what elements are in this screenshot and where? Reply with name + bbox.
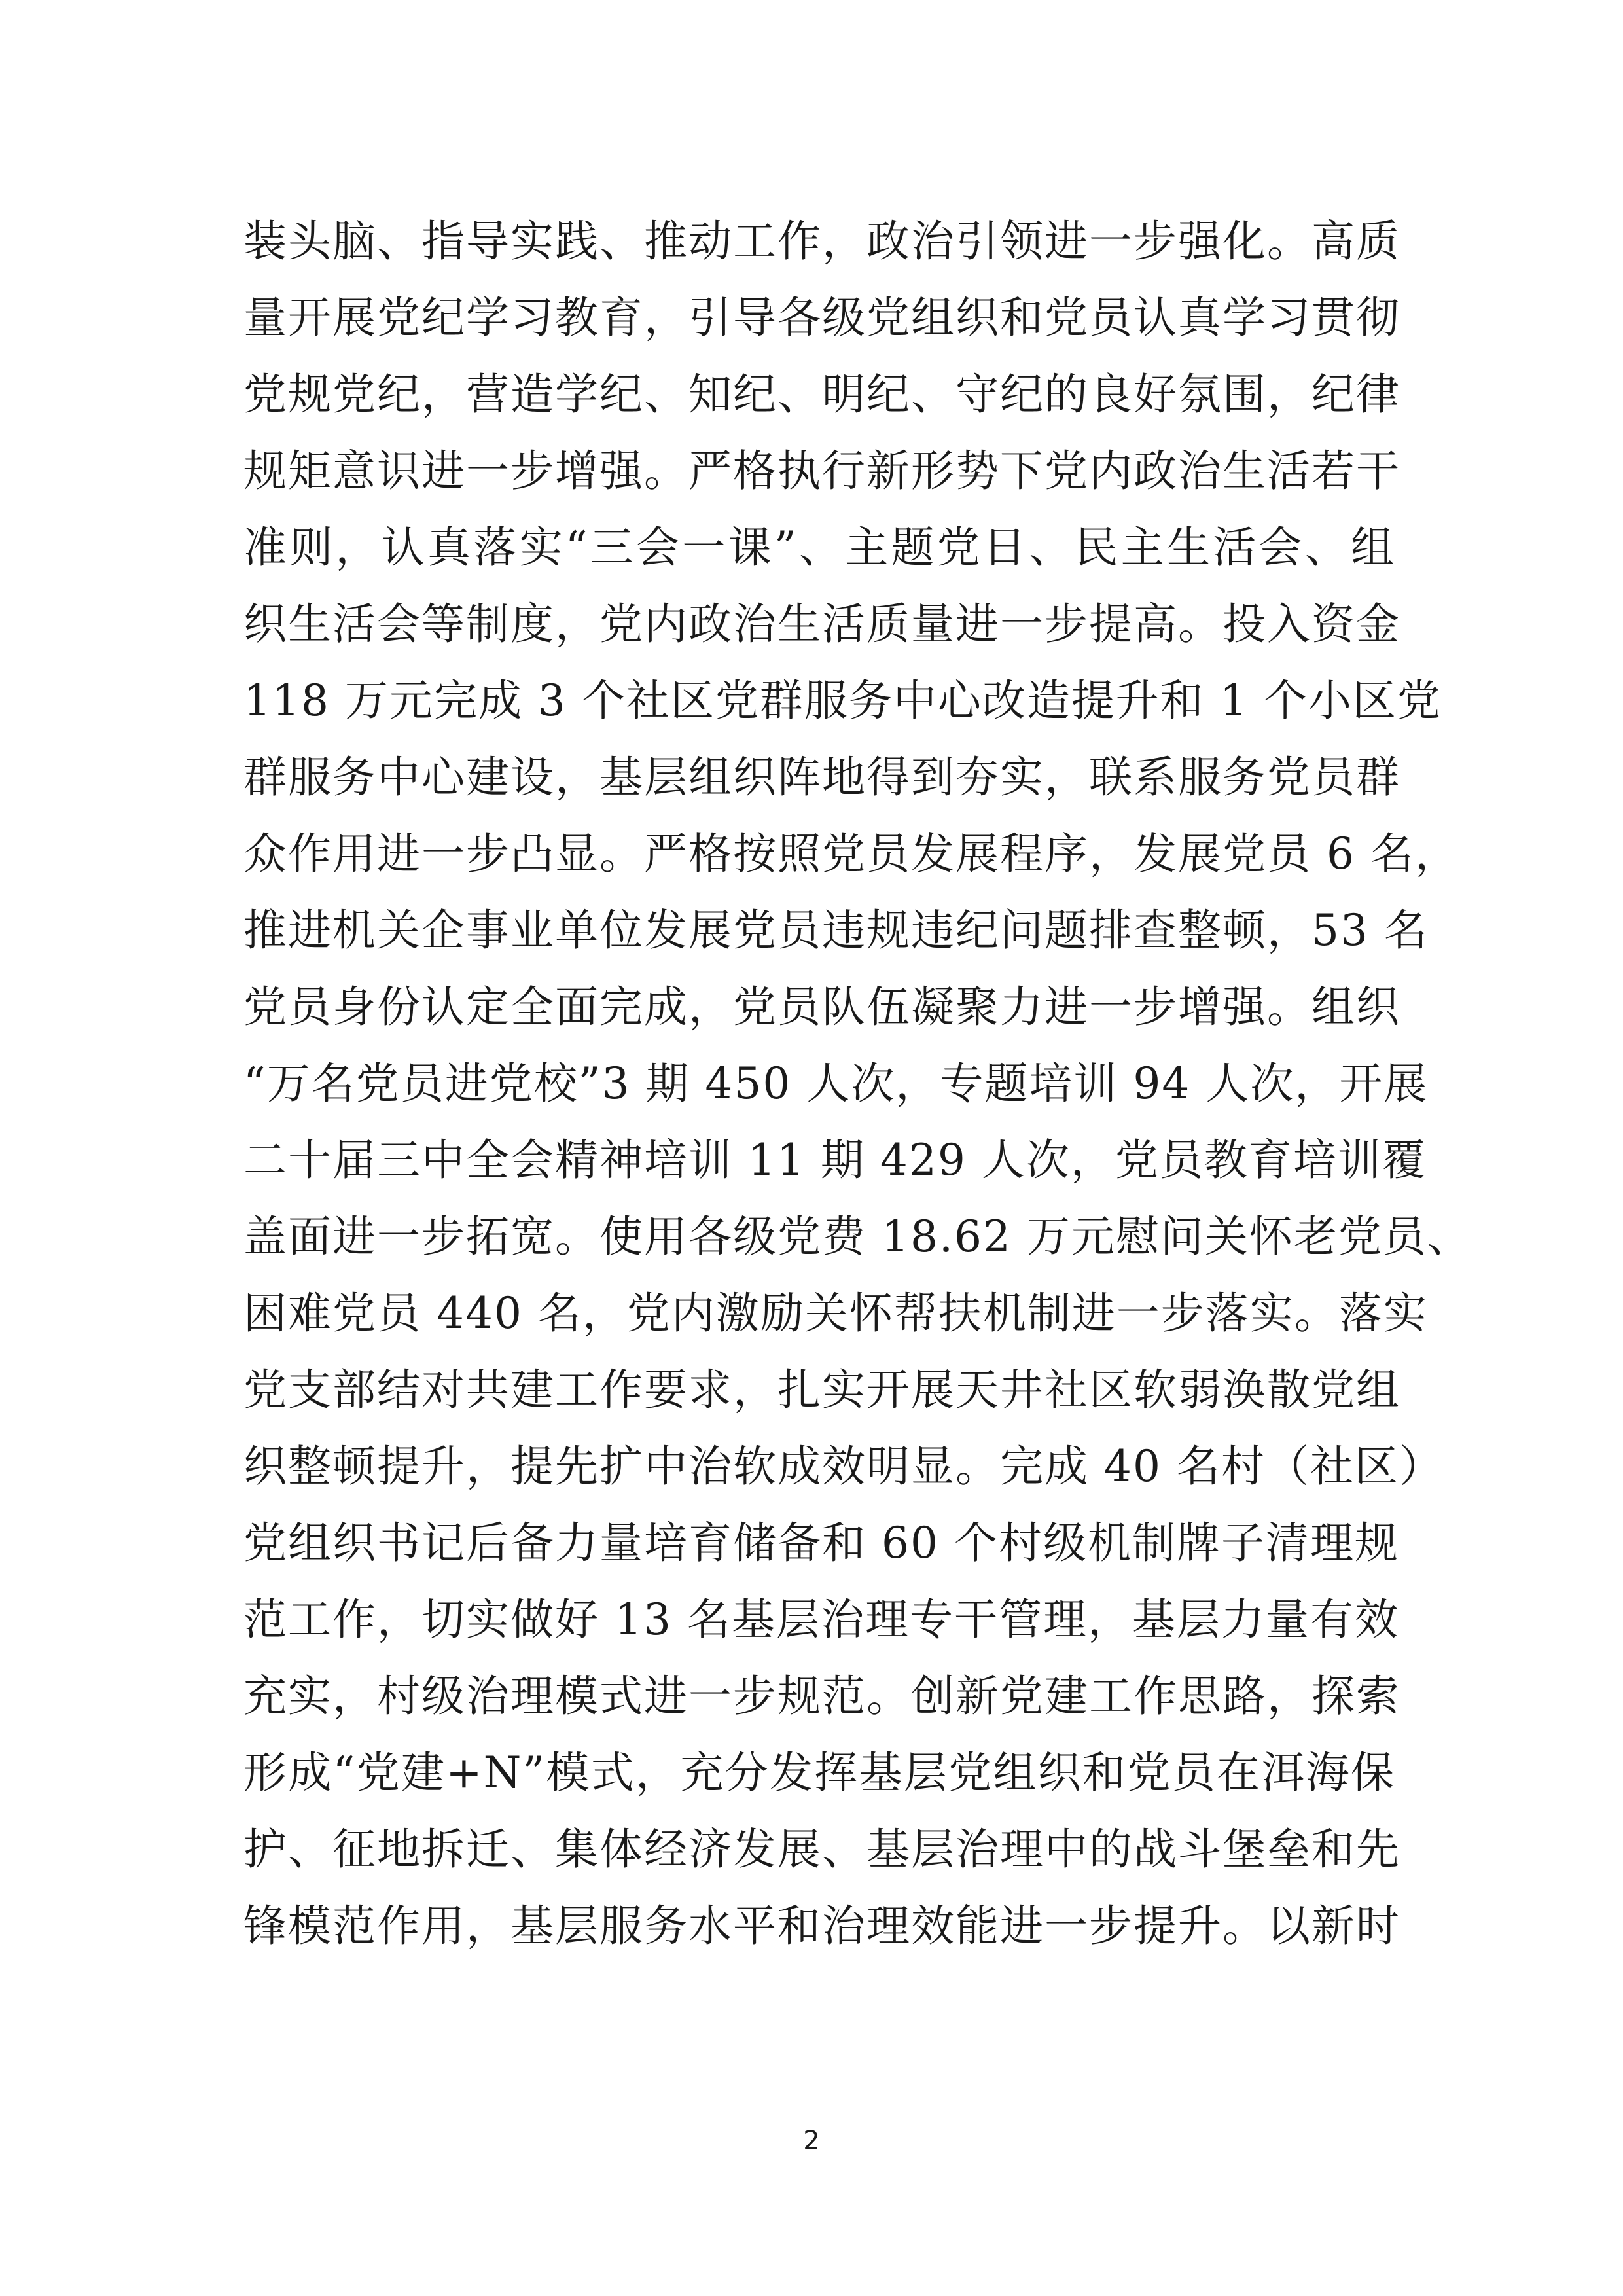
text-line: 充实，村级治理模式进一步规范。创新党建工作思路，探索 xyxy=(243,1671,1400,1721)
text-line: 推进机关企事业单位发展党员违规违纪问题排查整顿，53 名 xyxy=(243,905,1429,956)
text-line: 锋模范作用，基层服务水平和治理效能进一步提升。以新时 xyxy=(243,1901,1400,1951)
text-line: 党支部结对共建工作要求，扎实开展天井社区软弱涣散党组 xyxy=(243,1365,1400,1415)
text-line: 党规党纪，营造学纪、知纪、明纪、守纪的良好氛围，纪律 xyxy=(243,369,1400,420)
text-line: 织整顿提升，提先扩中治软成效明显。完成 40 名村（社区） xyxy=(243,1441,1444,1492)
text-line: 范工作，切实做好 13 名基层治理专干管理，基层力量有效 xyxy=(243,1594,1399,1645)
text-line: “万名党员进党校”3 期 450 人次，专题培训 94 人次，开展 xyxy=(243,1058,1429,1109)
text-line: 量开展党纪学习教育，引导各级党组织和党员认真学习贯彻 xyxy=(243,293,1400,343)
text-line: 准则，认真落实“三会一课”、主题党日、民主生活会、组 xyxy=(243,522,1395,573)
text-line: 二十届三中全会精神培训 11 期 429 人次，党员教育培训覆 xyxy=(243,1135,1427,1185)
text-line: 规矩意识进一步增强。严格执行新形势下党内政治生活若干 xyxy=(243,446,1400,496)
text-line: 装头脑、指导实践、推动工作，政治引领进一步强化。高质 xyxy=(243,216,1400,266)
text-line: 众作用进一步凸显。严格按照党员发展程序，发展党员 6 名， xyxy=(243,829,1459,879)
text-line: 织生活会等制度，党内政治生活质量进一步提高。投入资金 xyxy=(243,599,1400,649)
text-line: 困难党员 440 名，党内激励关怀帮扶机制进一步落实。落实 xyxy=(243,1288,1428,1338)
text-line: 党组织书记后备力量培育储备和 60 个村级机制牌子清理规 xyxy=(243,1518,1399,1568)
text-line: 118 万元完成 3 个社区党群服务中心改造提升和 1 个小区党 xyxy=(243,675,1442,726)
body-text xyxy=(243,203,1472,1964)
text-line: 党员身份认定全面完成，党员队伍凝聚力进一步增强。组织 xyxy=(243,982,1400,1032)
page-number: 2 xyxy=(803,2126,820,2156)
text-line: 形成“党建+N”模式，充分发挥基层党组织和党员在洱海保 xyxy=(243,1748,1395,1798)
text-line: 护、征地拆迁、集体经济发展、基层治理中的战斗堡垒和先 xyxy=(243,1824,1400,1874)
text-line: 盖面进一步拓宽。使用各级党费 18.62 万元慰问关怀老党员、 xyxy=(243,1211,1472,1262)
text-line: 群服务中心建设，基层组织阵地得到夯实，联系服务党员群 xyxy=(243,752,1400,802)
